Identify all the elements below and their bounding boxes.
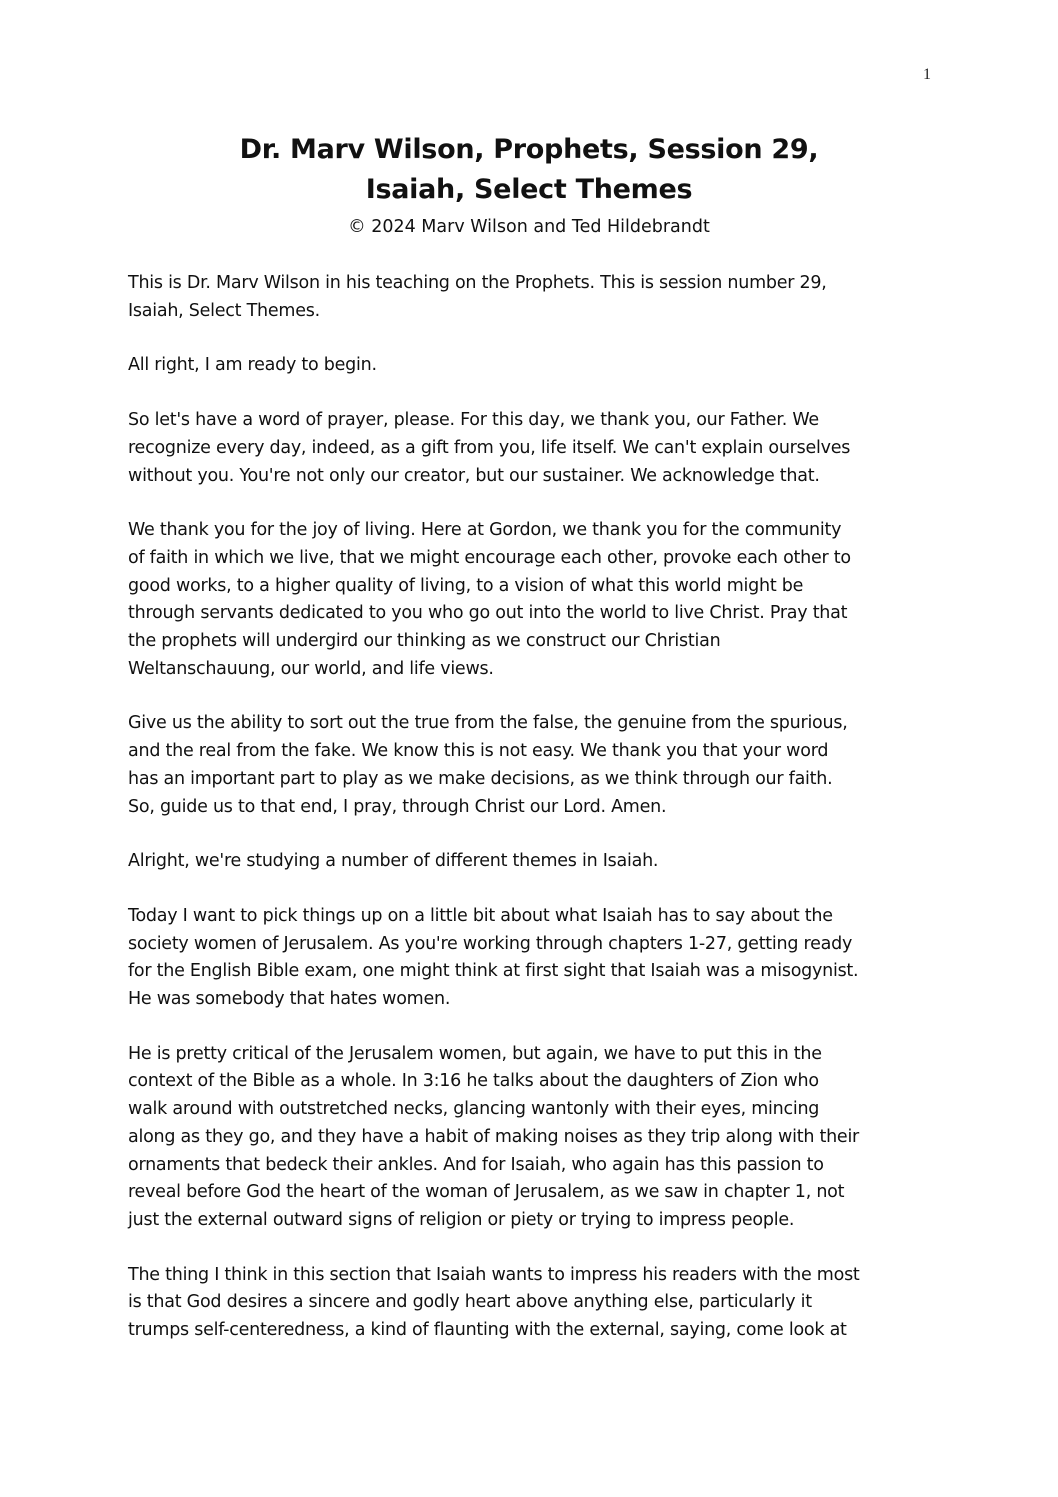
paragraph [128, 848, 933, 876]
paragraph-line: and the real from the fake. We know this is not easy. We thank you that your word [128, 741, 829, 762]
paragraph-line: has an important part to play as we make decisions, as we think through our faith. [128, 768, 833, 789]
paragraph-line: the prophets will undergird our thinking as we construct our Christian [128, 631, 721, 652]
paragraph-line: He is pretty critical of the Jerusalem women, but again, we have to put this in the [128, 1043, 822, 1064]
paragraph-line: just the external outward signs of religion or piety or trying to impress people. [128, 1209, 795, 1230]
document-title-line-2: Isaiah, Select Themes [365, 174, 693, 205]
paragraph-line: trumps self-centeredness, a kind of flaunting with the external, saying, come look at [128, 1320, 847, 1341]
page-number: 1 [923, 66, 931, 83]
paragraph [128, 517, 933, 683]
paragraph-line: through servants dedicated to you who go out into the world to live Christ. Pray that [128, 603, 848, 624]
paragraph-line: The thing I think in this section that Isaiah wants to impress his readers with the most [128, 1264, 860, 1285]
paragraph-line: Today I want to pick things up on a little bit about what Isaiah has to say about the [128, 905, 833, 926]
paragraph-line: without you. You're not only our creator, but our sustainer. We acknowledge that. [128, 465, 820, 486]
paragraph-line: Weltanschauung, our world, and life views. [128, 658, 494, 679]
paragraph-line: Give us the ability to sort out the true from the false, the genuine from the spurious, [128, 713, 848, 734]
paragraph [128, 352, 933, 380]
document-title-line-1: Dr. Marv Wilson, Prophets, Session 29, [239, 134, 819, 165]
paragraph-line: context of the Bible as a whole. In 3:16 he talks about the daughters of Zion who [128, 1071, 819, 1092]
paragraph [128, 270, 933, 325]
paragraph-line: reveal before God the heart of the woman of Jerusalem, as we saw in chapter 1, not [128, 1182, 845, 1203]
paragraph [128, 710, 933, 821]
paragraph-line: Alright, we're studying a number of different themes in Isaiah. [128, 851, 659, 872]
paragraph [128, 407, 933, 490]
paragraph [128, 1262, 933, 1345]
copyright-notice: © 2024 Marv Wilson and Ted Hildebrandt [348, 217, 710, 237]
document-body [128, 270, 933, 1372]
paragraph-line: is that God desires a sincere and godly heart above anything else, particularly it [128, 1292, 812, 1313]
paragraph-line: good works, to a higher quality of living, to a vision of what this world might be [128, 575, 804, 596]
paragraph-line: He was somebody that hates women. [128, 989, 451, 1010]
paragraph [128, 903, 933, 1014]
paragraph-line: ornaments that bedeck their ankles. And for Isaiah, who again has this passion to [128, 1154, 824, 1175]
paragraph-line: All right, I am ready to begin. [128, 355, 377, 376]
paragraph-line: for the English Bible exam, one might think at first sight that Isaiah was a misogynist. [128, 961, 859, 982]
document-header [128, 130, 930, 240]
paragraph-line: along as they go, and they have a habit of making noises as they trip along with their [128, 1126, 859, 1147]
paragraph-line: of faith in which we live, that we might encourage each other, provoke each other to [128, 547, 851, 568]
paragraph-line: recognize every day, indeed, as a gift from you, life itself. We can't explain ourselves [128, 437, 851, 458]
paragraph-line: So let's have a word of prayer, please. For this day, we thank you, our Father. We [128, 410, 819, 431]
paragraph-line: So, guide us to that end, I pray, through Christ our Lord. Amen. [128, 796, 667, 817]
paragraph-line: Isaiah, Select Themes. [128, 300, 320, 321]
paragraph-line: This is Dr. Marv Wilson in his teaching on the Prophets. This is session number 29, [128, 273, 827, 293]
paragraph-line: walk around with outstretched necks, glancing wantonly with their eyes, mincing [128, 1099, 820, 1120]
paragraph [128, 1041, 933, 1235]
paragraph-line: We thank you for the joy of living. Here at Gordon, we thank you for the community [128, 520, 842, 541]
paragraph-line: society women of Jerusalem. As you're working through chapters 1-27, getting ready [128, 933, 853, 954]
